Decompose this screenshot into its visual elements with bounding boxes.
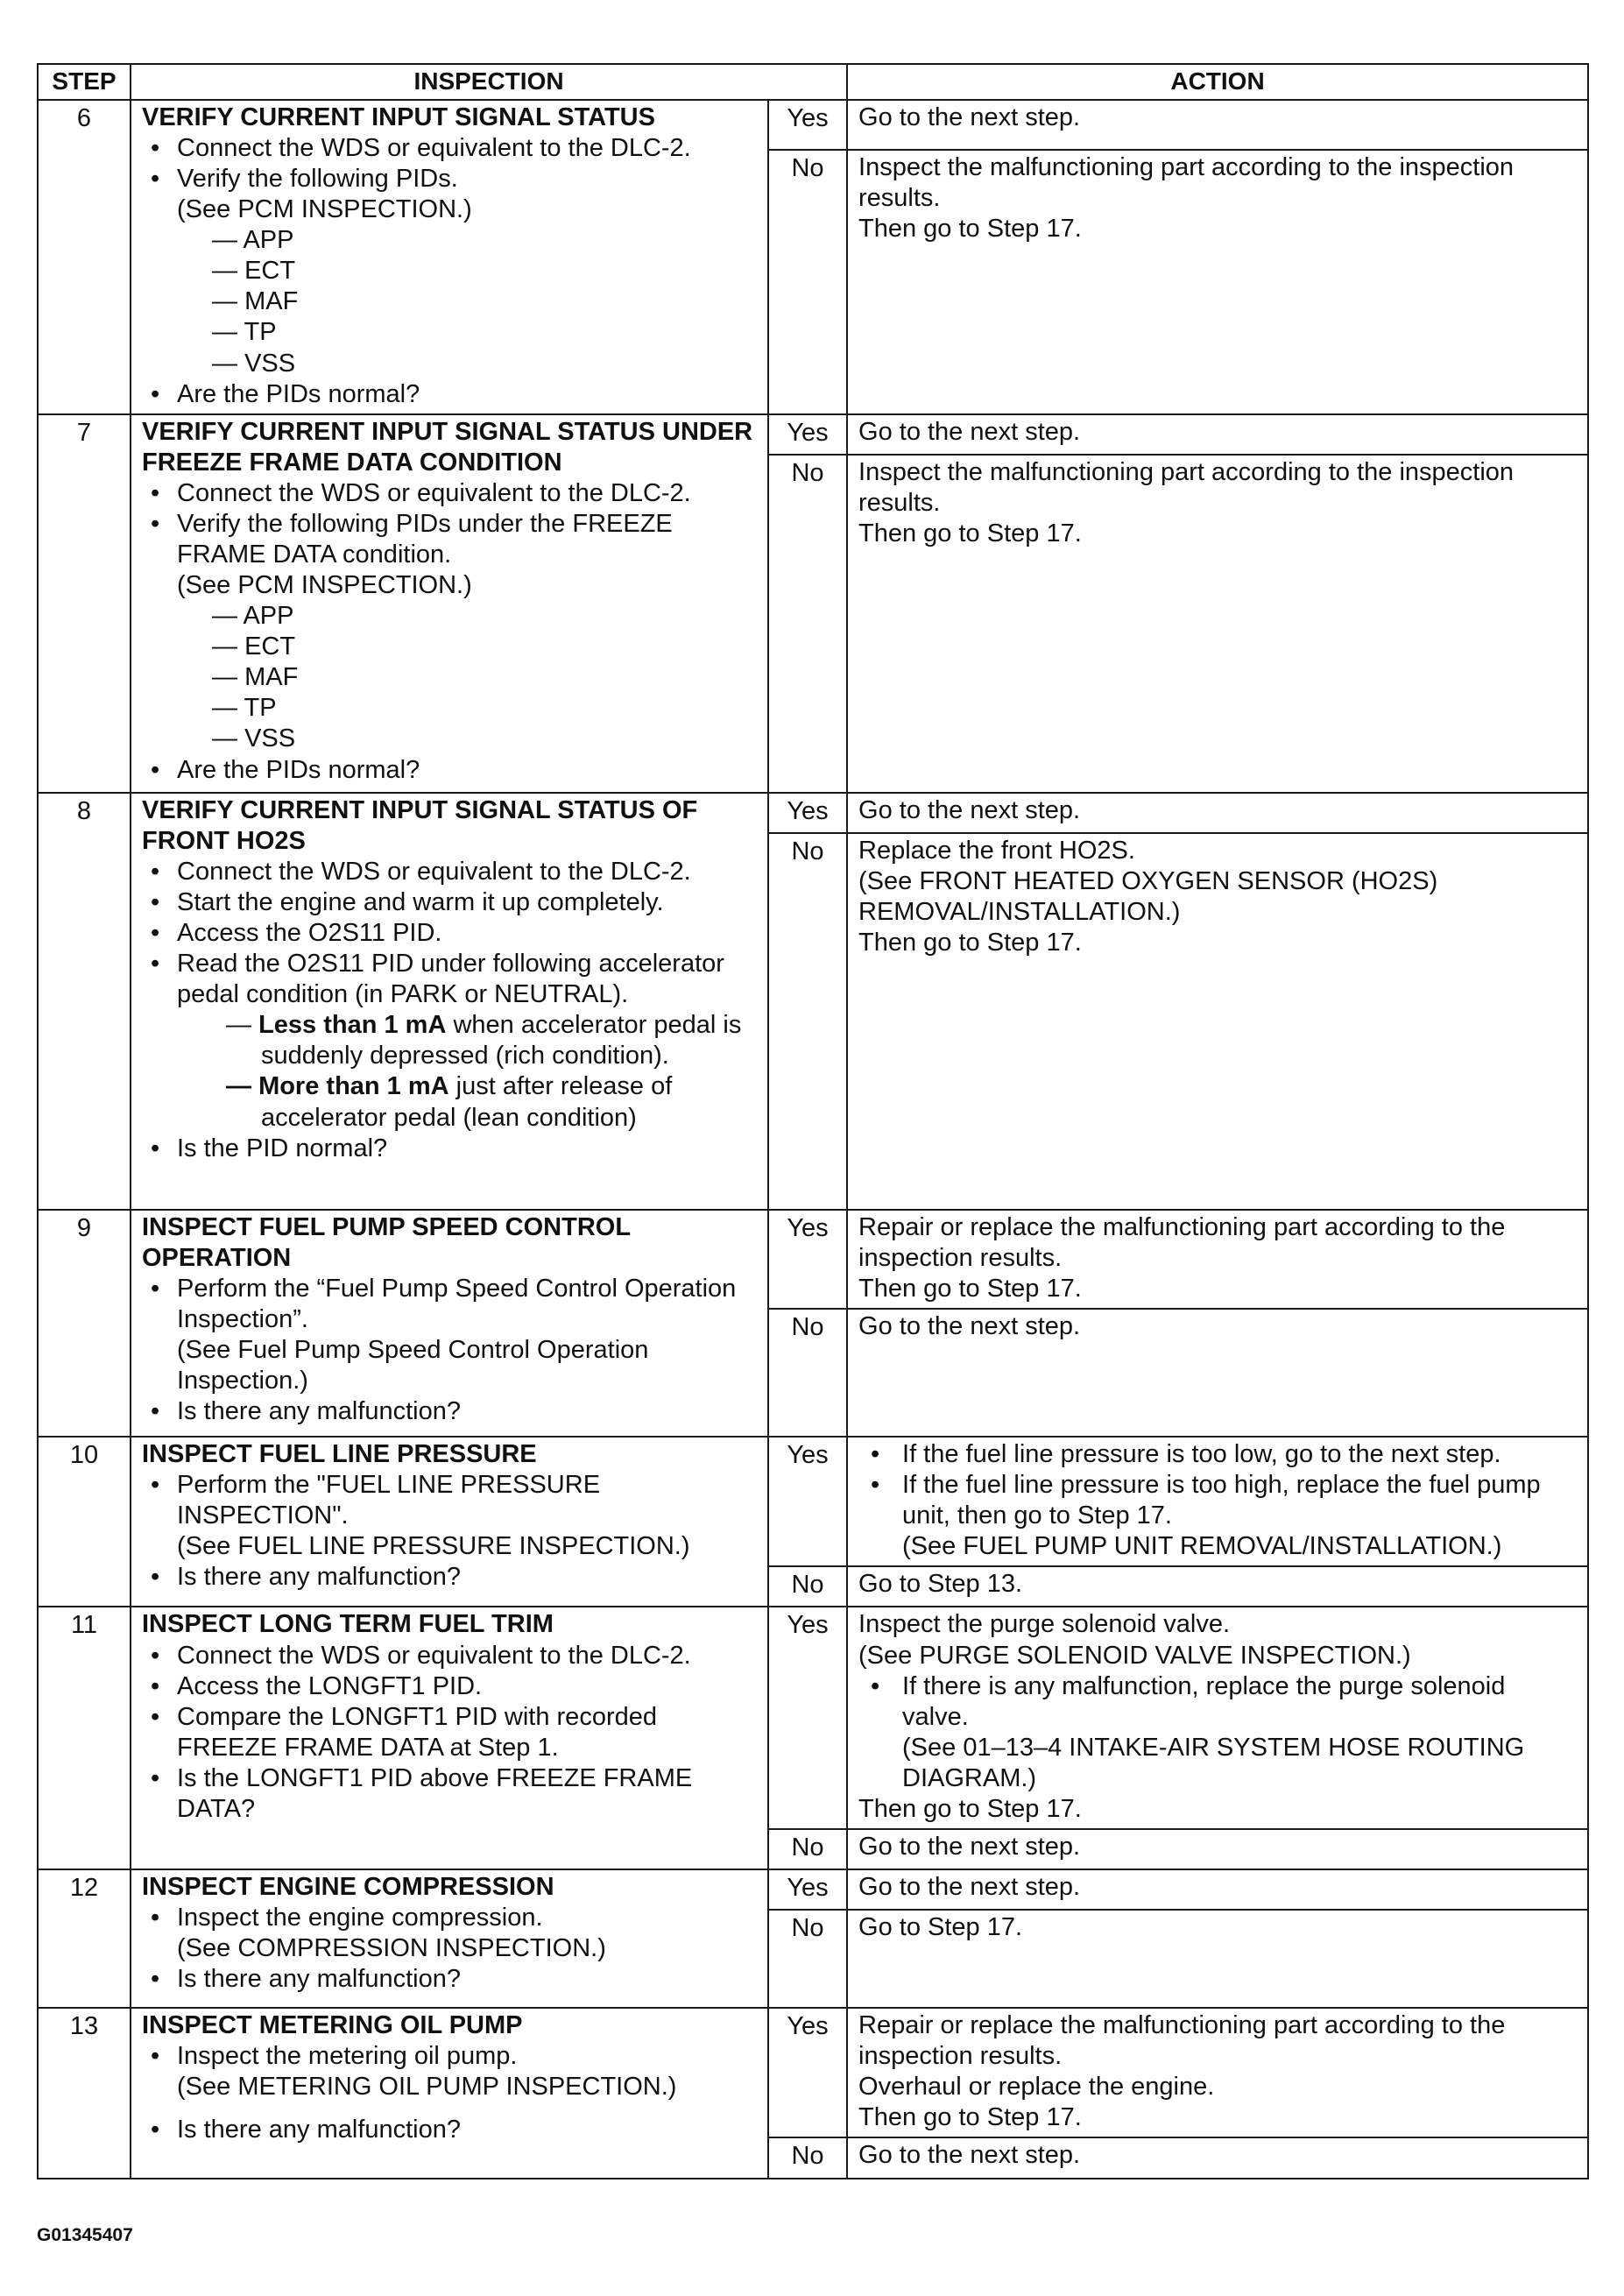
step-number: 9 [38,1210,131,1437]
no-label: No [768,1309,847,1437]
reference-note: (See PCM INSPECTION.) [177,571,472,600]
yes-label: Yes [768,100,847,150]
inspection-title: VERIFY CURRENT INPUT SIGNAL STATUS UNDER FREEZE FRAME DATA CONDITION [142,417,753,477]
inspection-list [142,2041,757,2145]
inspection-cell [131,1437,768,1607]
list-item: • Is there any malfunction? [142,1396,757,1427]
no-action: Inspect the malfunctioning part according to the inspection results. Then go to Step 17. [847,455,1588,793]
list-item: • Connect the WDS or equivalent to the DLC-2. [142,857,757,887]
list-item: • Perform the "FUEL LINE PRESSURE INSPECTION". (See FUEL LINE PRESSURE INSPECTION.) [142,1470,757,1562]
inspection-list [142,133,757,410]
reference-note: (See FUEL LINE PRESSURE INSPECTION.) [177,1532,690,1561]
reference-note: (See 01–13–4 INTAKE-AIR SYSTEM HOSE ROUTING DIAGRAM.) [902,1733,1525,1792]
yes-action: Inspect the purge solenoid valve. (See PURGE SOLENOID VALVE INSPECTION.) • If there is any malfunction, replace the purge solenoid valve. (See 01–13–4 INTAKE-AIR SYSTEM HOSE ROUTING DIAGRAM.) Then go to Step 17. [847,1607,1588,1829]
yes-action: Go to the next step. [847,100,1588,150]
inspection-title: INSPECT FUEL PUMP SPEED CONTROL OPERATION [142,1212,631,1272]
table-row [38,2008,1588,2137]
list-item: • Verify the following PIDs. (See PCM INSPECTION.) — APP — ECT — MAF — TP — VSS [142,164,757,379]
list-item: • Is there any malfunction? [142,1964,757,1995]
list-item: • Start the engine and warm it up completely. [142,887,757,918]
yes-action: Repair or replace the malfunctioning part according to the inspection results. Overhaul or replace the engine. Then go to Step 17. [847,2008,1588,2137]
inspection-cell [131,2008,768,2178]
list-item: • Connect the WDS or equivalent to the DLC-2. [142,133,757,164]
table-row [38,100,1588,150]
yes-label: Yes [768,1210,847,1309]
pid-item: TP [244,318,277,347]
list-item: • Inspect the metering oil pump. (See METERING OIL PUMP INSPECTION.) [142,2041,757,2115]
table-row [38,1437,1588,1566]
list-item: • Read the O2S11 PID under following accelerator pedal condition (in PARK or NEUTRAL). — Less than 1 mA when accelerator pedal is suddenly depressed (rich condition). — More than 1 mA just after release of accelerator pedal (lean condition) [142,949,757,1133]
list-item: • Access the O2S11 PID. [142,918,757,949]
no-action: Go to the next step. [847,1309,1588,1437]
yes-action [847,1437,1588,1566]
no-action: Go to the next step. [847,1829,1588,1869]
step-number: 13 [38,2008,131,2178]
reference-note: (See COMPRESSION INSPECTION.) [177,1934,606,1963]
no-action: Inspect the malfunctioning part according to the inspection results. Then go to Step 17. [847,150,1588,414]
pid-item: TP [244,694,277,723]
inspection-title: INSPECT FUEL LINE PRESSURE [142,1440,537,1469]
list-item: • Perform the “Fuel Pump Speed Control Operation Inspection”. (See Fuel Pump Speed Control Operation Inspection.) [142,1274,757,1396]
list-item: • Is there any malfunction? [142,2115,757,2145]
no-label: No [768,150,847,414]
pid-item: MAF [244,663,299,692]
condition-rich: — Less than 1 mA when accelerator pedal is suddenly depressed (rich condition). [226,1011,742,1070]
inspection-cell [131,793,768,1210]
inspection-title: VERIFY CURRENT INPUT SIGNAL STATUS [142,102,655,131]
header-action: ACTION [847,64,1588,100]
inspection-list [142,1274,757,1427]
inspection-list [142,1641,757,1825]
no-action: Go to Step 13. [847,1566,1588,1607]
pid-item: ECT [244,632,296,661]
inspection-list [142,1903,757,1995]
inspection-title: VERIFY CURRENT INPUT SIGNAL STATUS OF FRONT HO2S [142,795,698,855]
yes-label: Yes [768,414,847,455]
step-number: 6 [38,100,131,414]
no-label: No [768,2137,847,2178]
list-item: • Are the PIDs normal? [142,755,757,786]
list-item: • Is the LONGFT1 PID above FREEZE FRAME DATA? [142,1763,757,1825]
table-row [38,1210,1588,1309]
header-step: STEP [38,64,131,100]
list-item: • If there is any malfunction, replace the purge solenoid valve. (See 01–13–4 INTAKE-AIR SYSTEM HOSE ROUTING DIAGRAM.) [858,1671,1577,1794]
yes-action: Go to the next step. [847,1869,1588,1910]
inspection-title: INSPECT ENGINE COMPRESSION [142,1873,554,1902]
no-action: Replace the front HO2S. (See FRONT HEATED OXYGEN SENSOR (HO2S) REMOVAL/INSTALLATION.) Then go to Step 17. [847,833,1588,1210]
list-item: • Are the PIDs normal? [142,379,757,410]
inspection-cell [131,1869,768,2008]
no-label: No [768,833,847,1210]
inspection-list [142,478,757,786]
yes-label: Yes [768,1437,847,1566]
list-item: • If the fuel line pressure is too high, replace the fuel pump unit, then go to Step 17. (See FUEL PUMP UNIT REMOVAL/INSTALLATION.) [858,1470,1577,1562]
pid-item: MAF [244,287,299,316]
inspection-list [142,857,757,1164]
inspection-cell [131,100,768,414]
no-label: No [768,1910,847,2008]
pid-item: VSS [244,349,296,378]
reference-note: (See Fuel Pump Speed Control Operation Inspection.) [177,1336,649,1395]
step-number: 7 [38,414,131,793]
condition-lean: — More than 1 mA just after release of accelerator pedal (lean condition) [226,1072,673,1132]
yes-action: Go to the next step. [847,793,1588,833]
inspection-cell [131,414,768,793]
reference-note: (See FUEL PUMP UNIT REMOVAL/INSTALLATION.) [902,1532,1502,1561]
step-number: 11 [38,1607,131,1869]
table-row [38,1607,1588,1829]
no-label: No [768,1566,847,1607]
inspection-list [142,1470,757,1593]
list-item: • Verify the following PIDs under the FREEZE FRAME DATA condition. (See PCM INSPECTION.) — APP — ECT — MAF — TP — VSS [142,509,757,755]
table-row [38,793,1588,833]
yes-label: Yes [768,1607,847,1829]
pid-item: APP [243,226,294,255]
inspection-table [37,63,1589,2179]
no-label: No [768,1829,847,1869]
no-action: Go to Step 17. [847,1910,1588,2008]
table-row [38,414,1588,455]
list-item: • Access the LONGFT1 PID. [142,1671,757,1702]
list-item: • Is the PID normal? [142,1134,757,1164]
inspection-title: INSPECT METERING OIL PUMP [142,2011,523,2040]
diagnostic-procedure-sheet [37,63,1587,2179]
yes-action: Repair or replace the malfunctioning part according to the inspection results. Then go to Step 17. [847,1210,1588,1309]
yes-label: Yes [768,1869,847,1910]
yes-action: Go to the next step. [847,414,1588,455]
reference-note: (See PCM INSPECTION.) [177,195,472,224]
table-header-row [38,64,1588,100]
inspection-cell [131,1210,768,1437]
list-item: • If the fuel line pressure is too low, go to the next step. [858,1439,1577,1470]
table-row [38,1869,1588,1910]
list-item: • Is there any malfunction? [142,1562,757,1593]
header-inspection: INSPECTION [131,64,847,100]
no-label: No [768,455,847,793]
inspection-cell [131,1607,768,1869]
list-item: • Compare the LONGFT1 PID with recorded FREEZE FRAME DATA at Step 1. [142,1702,757,1763]
list-item: • Connect the WDS or equivalent to the DLC-2. [142,1641,757,1671]
step-number: 12 [38,1869,131,2008]
pid-item: VSS [244,724,296,753]
list-item: • Connect the WDS or equivalent to the DLC-2. [142,478,757,509]
yes-label: Yes [768,793,847,833]
pid-item: APP [243,602,294,631]
reference-note: (See METERING OIL PUMP INSPECTION.) [177,2073,677,2102]
step-number: 8 [38,793,131,1210]
inspection-title: INSPECT LONG TERM FUEL TRIM [142,1610,554,1639]
figure-code: G01345407 [37,2225,133,2245]
yes-label: Yes [768,2008,847,2137]
pid-item: ECT [244,257,296,286]
no-action: Go to the next step. [847,2137,1588,2178]
list-item: • Inspect the engine compression. (See COMPRESSION INSPECTION.) [142,1903,757,1964]
step-number: 10 [38,1437,131,1607]
